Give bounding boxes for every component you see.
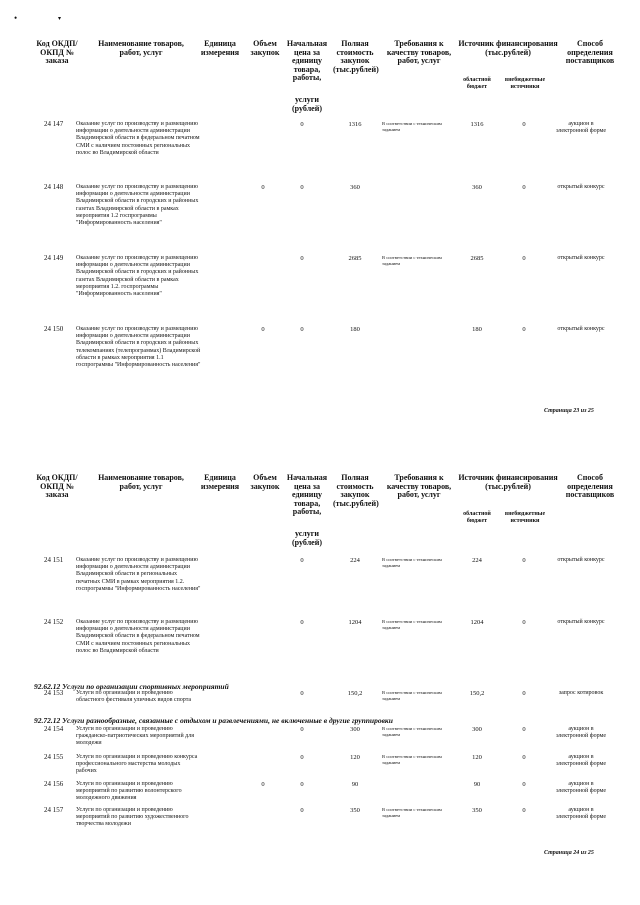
col-header-price-sub: услуги (рублей) (291, 529, 322, 547)
row-requirements: В соответствии с техническим заданием (382, 255, 442, 266)
row-method: запрос котировок (558, 690, 604, 696)
col-header-offbudget: внебюджетные источники (504, 511, 546, 524)
row-offbudget: 0 (522, 326, 526, 333)
row-code: 24 147 (44, 120, 64, 128)
row-price: 0 (300, 619, 304, 626)
row-total: 120 (350, 754, 360, 761)
page-number: Страница 23 из 25 (544, 408, 594, 414)
col-header-offbudget: внебюджетные источники (504, 77, 546, 90)
col-header-unit: Единица измерения (200, 473, 240, 491)
col-header-code: Код ОКДП/ ОКПД № заказа (36, 39, 78, 65)
row-offbudget: 0 (522, 726, 526, 733)
row-price: 0 (300, 690, 304, 697)
page-number: Страница 24 из 25 (544, 850, 594, 856)
row-volume: 0 (261, 184, 265, 191)
row-name: Оказание услуг по производству и размещению информации о деятельности администрации Владимирской области в городских и районных газетах Владимирской области в рамках мероприятия 1.2 госпрограммы "Информированность населения" (76, 184, 199, 227)
col-header-volume: Объем закупок (250, 39, 280, 57)
row-name: Оказание услуг по производству и размещению информации о деятельности администрации Владимирской области в федеральном печатном СМИ с наличием постоянных региональных полос во Владимирской области (76, 121, 200, 156)
scan-mark: ▾ (58, 16, 62, 22)
col-header-total: Полная стоимость закупок (тыс.рублей) (333, 473, 379, 508)
row-regional: 360 (472, 184, 482, 191)
row-code: 24 151 (44, 556, 64, 564)
row-regional: 1316 (470, 121, 484, 128)
row-name: Услуги по организации и проведению мероприятий по развитию художественного творчества молодежи (76, 807, 189, 828)
row-method: аукцион в электронной форме (555, 726, 607, 739)
row-name: Услуги по организации и проведению областного фестиваля уличных видов спорта (76, 690, 192, 704)
row-regional: 1204 (470, 619, 484, 626)
row-offbudget: 0 (522, 690, 526, 697)
row-code: 24 148 (44, 183, 64, 191)
row-regional: 224 (472, 557, 482, 564)
row-name: Оказание услуг по производству и размещению информации о деятельности администрации Владимирской области в федеральном печатном СМИ с наличием постоянных региональных полос во Владимирской области (76, 619, 200, 654)
group-heading: 92.62.12 Услуги по организации спортивных мероприятий (34, 682, 229, 691)
row-price: 0 (300, 781, 304, 788)
row-code: 24 155 (44, 753, 64, 761)
row-price: 0 (300, 807, 304, 814)
row-offbudget: 0 (522, 754, 526, 761)
col-header-requirements: Требования к качеству товаров, работ, услуг (386, 473, 452, 499)
row-code: 24 152 (44, 618, 64, 626)
row-method: аукцион в электронной форме (555, 781, 607, 794)
scan-mark: • (14, 13, 18, 23)
row-total: 224 (350, 557, 360, 564)
row-code: 24 154 (44, 725, 64, 733)
row-price: 0 (300, 754, 304, 761)
row-code: 24 156 (44, 780, 64, 788)
row-regional: 300 (472, 726, 482, 733)
col-header-total: Полная стоимость закупок (тыс.рублей) (333, 39, 379, 74)
row-offbudget: 0 (522, 807, 526, 814)
row-name: Услуги по организации и проведению конкурса профессионального мастерства молодых рабочих (76, 754, 198, 775)
row-method: открытый конкурс (557, 557, 605, 563)
row-name: Оказание услуг по производству и размещению информации о деятельности администрации Владимирской области в городских и районных газетах Владимирской области в рамках мероприятия 1.2. госпрограммы "Информированность населения" (76, 255, 199, 298)
row-total: 150,2 (347, 690, 363, 697)
row-name: Услуги по организации и проведению мероприятий по развитию волонтерского молодежного движения (76, 781, 182, 802)
row-total: 180 (350, 326, 360, 333)
row-offbudget: 0 (522, 557, 526, 564)
row-regional: 2685 (470, 255, 484, 262)
row-total: 90 (351, 781, 359, 788)
row-requirements: В соответствии с техническим заданием (382, 690, 442, 701)
col-header-price-sub: услуги (рублей) (291, 95, 322, 113)
col-header-code: Код ОКДП/ ОКПД № заказа (36, 473, 78, 499)
row-volume: 0 (261, 781, 265, 788)
col-header-requirements: Требования к качеству товаров, работ, услуг (386, 39, 452, 65)
row-price: 0 (300, 121, 304, 128)
row-method: открытый конкурс (557, 619, 605, 625)
col-header-volume: Объем закупок (250, 473, 280, 491)
col-header-source: Источник финансирования (тыс.рублей) (458, 39, 558, 57)
col-header-regional: областной бюджет (463, 511, 491, 524)
row-regional: 120 (472, 754, 482, 761)
row-code: 24 149 (44, 254, 64, 262)
row-name: Оказание услуг по производству и размещению информации о деятельности администрации Владимирской области в региональных печатных СМИ в рамках мероприятия 1.2. госпрограммы "Информированность населения" (76, 557, 201, 592)
row-regional: 150,2 (469, 690, 485, 697)
row-total: 2685 (348, 255, 362, 262)
row-total: 1316 (348, 121, 362, 128)
col-header-method: Способ определения поставщиков (565, 473, 615, 499)
col-header-method: Способ определения поставщиков (565, 39, 615, 65)
row-name: Услуги по организации и проведению гражданско-патриотических мероприятий для молодежи (76, 726, 194, 747)
row-requirements: В соответствии с техническим заданием (382, 121, 442, 132)
row-offbudget: 0 (522, 619, 526, 626)
row-name: Оказание услуг по производству и размещению информации о деятельности администрации Владимирской области в городских и районных телекомпаниях (телепрограммах) Владимирской области в рамках мероприятия 1.1 госпрограммы "Информированность населения" (76, 326, 201, 369)
col-header-regional: областной бюджет (463, 77, 491, 90)
row-offbudget: 0 (522, 781, 526, 788)
row-method: аукцион в электронной форме (555, 807, 607, 820)
row-offbudget: 0 (522, 255, 526, 262)
row-volume: 0 (261, 326, 265, 333)
row-method: аукцион в электронной форме (555, 754, 607, 767)
row-code: 24 153 (44, 689, 64, 697)
row-requirements: В соответствии с техническим заданием (382, 619, 442, 630)
group-heading: 92.72.12 Услуги разнообразные, связанные с отдыхом и развлечениями, не включенные в другие группировки (34, 716, 393, 725)
row-method: открытый конкурс (557, 255, 605, 261)
row-total: 360 (350, 184, 360, 191)
row-method: открытый конкурс (557, 326, 605, 332)
row-price: 0 (300, 326, 304, 333)
row-total: 1204 (348, 619, 362, 626)
row-price: 0 (300, 726, 304, 733)
row-price: 0 (300, 255, 304, 262)
row-code: 24 150 (44, 325, 64, 333)
col-header-name: Наименование товаров, работ, услуг (98, 39, 184, 57)
row-requirements: В соответствии с техническим заданием (382, 557, 442, 568)
row-requirements: В соответствии с техническим заданием (382, 754, 442, 765)
row-method: аукцион в электронной форме (555, 121, 607, 134)
col-header-source: Источник финансирования (тыс.рублей) (458, 473, 558, 491)
row-price: 0 (300, 184, 304, 191)
col-header-unit: Единица измерения (200, 39, 240, 57)
row-requirements: В соответствии с техническим заданием (382, 807, 442, 818)
row-code: 24 157 (44, 806, 64, 814)
col-header-price: Начальная цена за единицу товара, работы, (286, 473, 328, 516)
row-regional: 90 (473, 781, 481, 788)
row-total: 300 (350, 726, 360, 733)
col-header-price: Начальная цена за единицу товара, работы, (286, 39, 328, 82)
row-regional: 180 (472, 326, 482, 333)
row-price: 0 (300, 557, 304, 564)
row-method: открытый конкурс (557, 184, 605, 190)
row-offbudget: 0 (522, 184, 526, 191)
row-total: 350 (350, 807, 360, 814)
col-header-name: Наименование товаров, работ, услуг (98, 473, 184, 491)
row-regional: 350 (472, 807, 482, 814)
row-requirements: В соответствии с техническим заданием (382, 726, 442, 737)
row-offbudget: 0 (522, 121, 526, 128)
